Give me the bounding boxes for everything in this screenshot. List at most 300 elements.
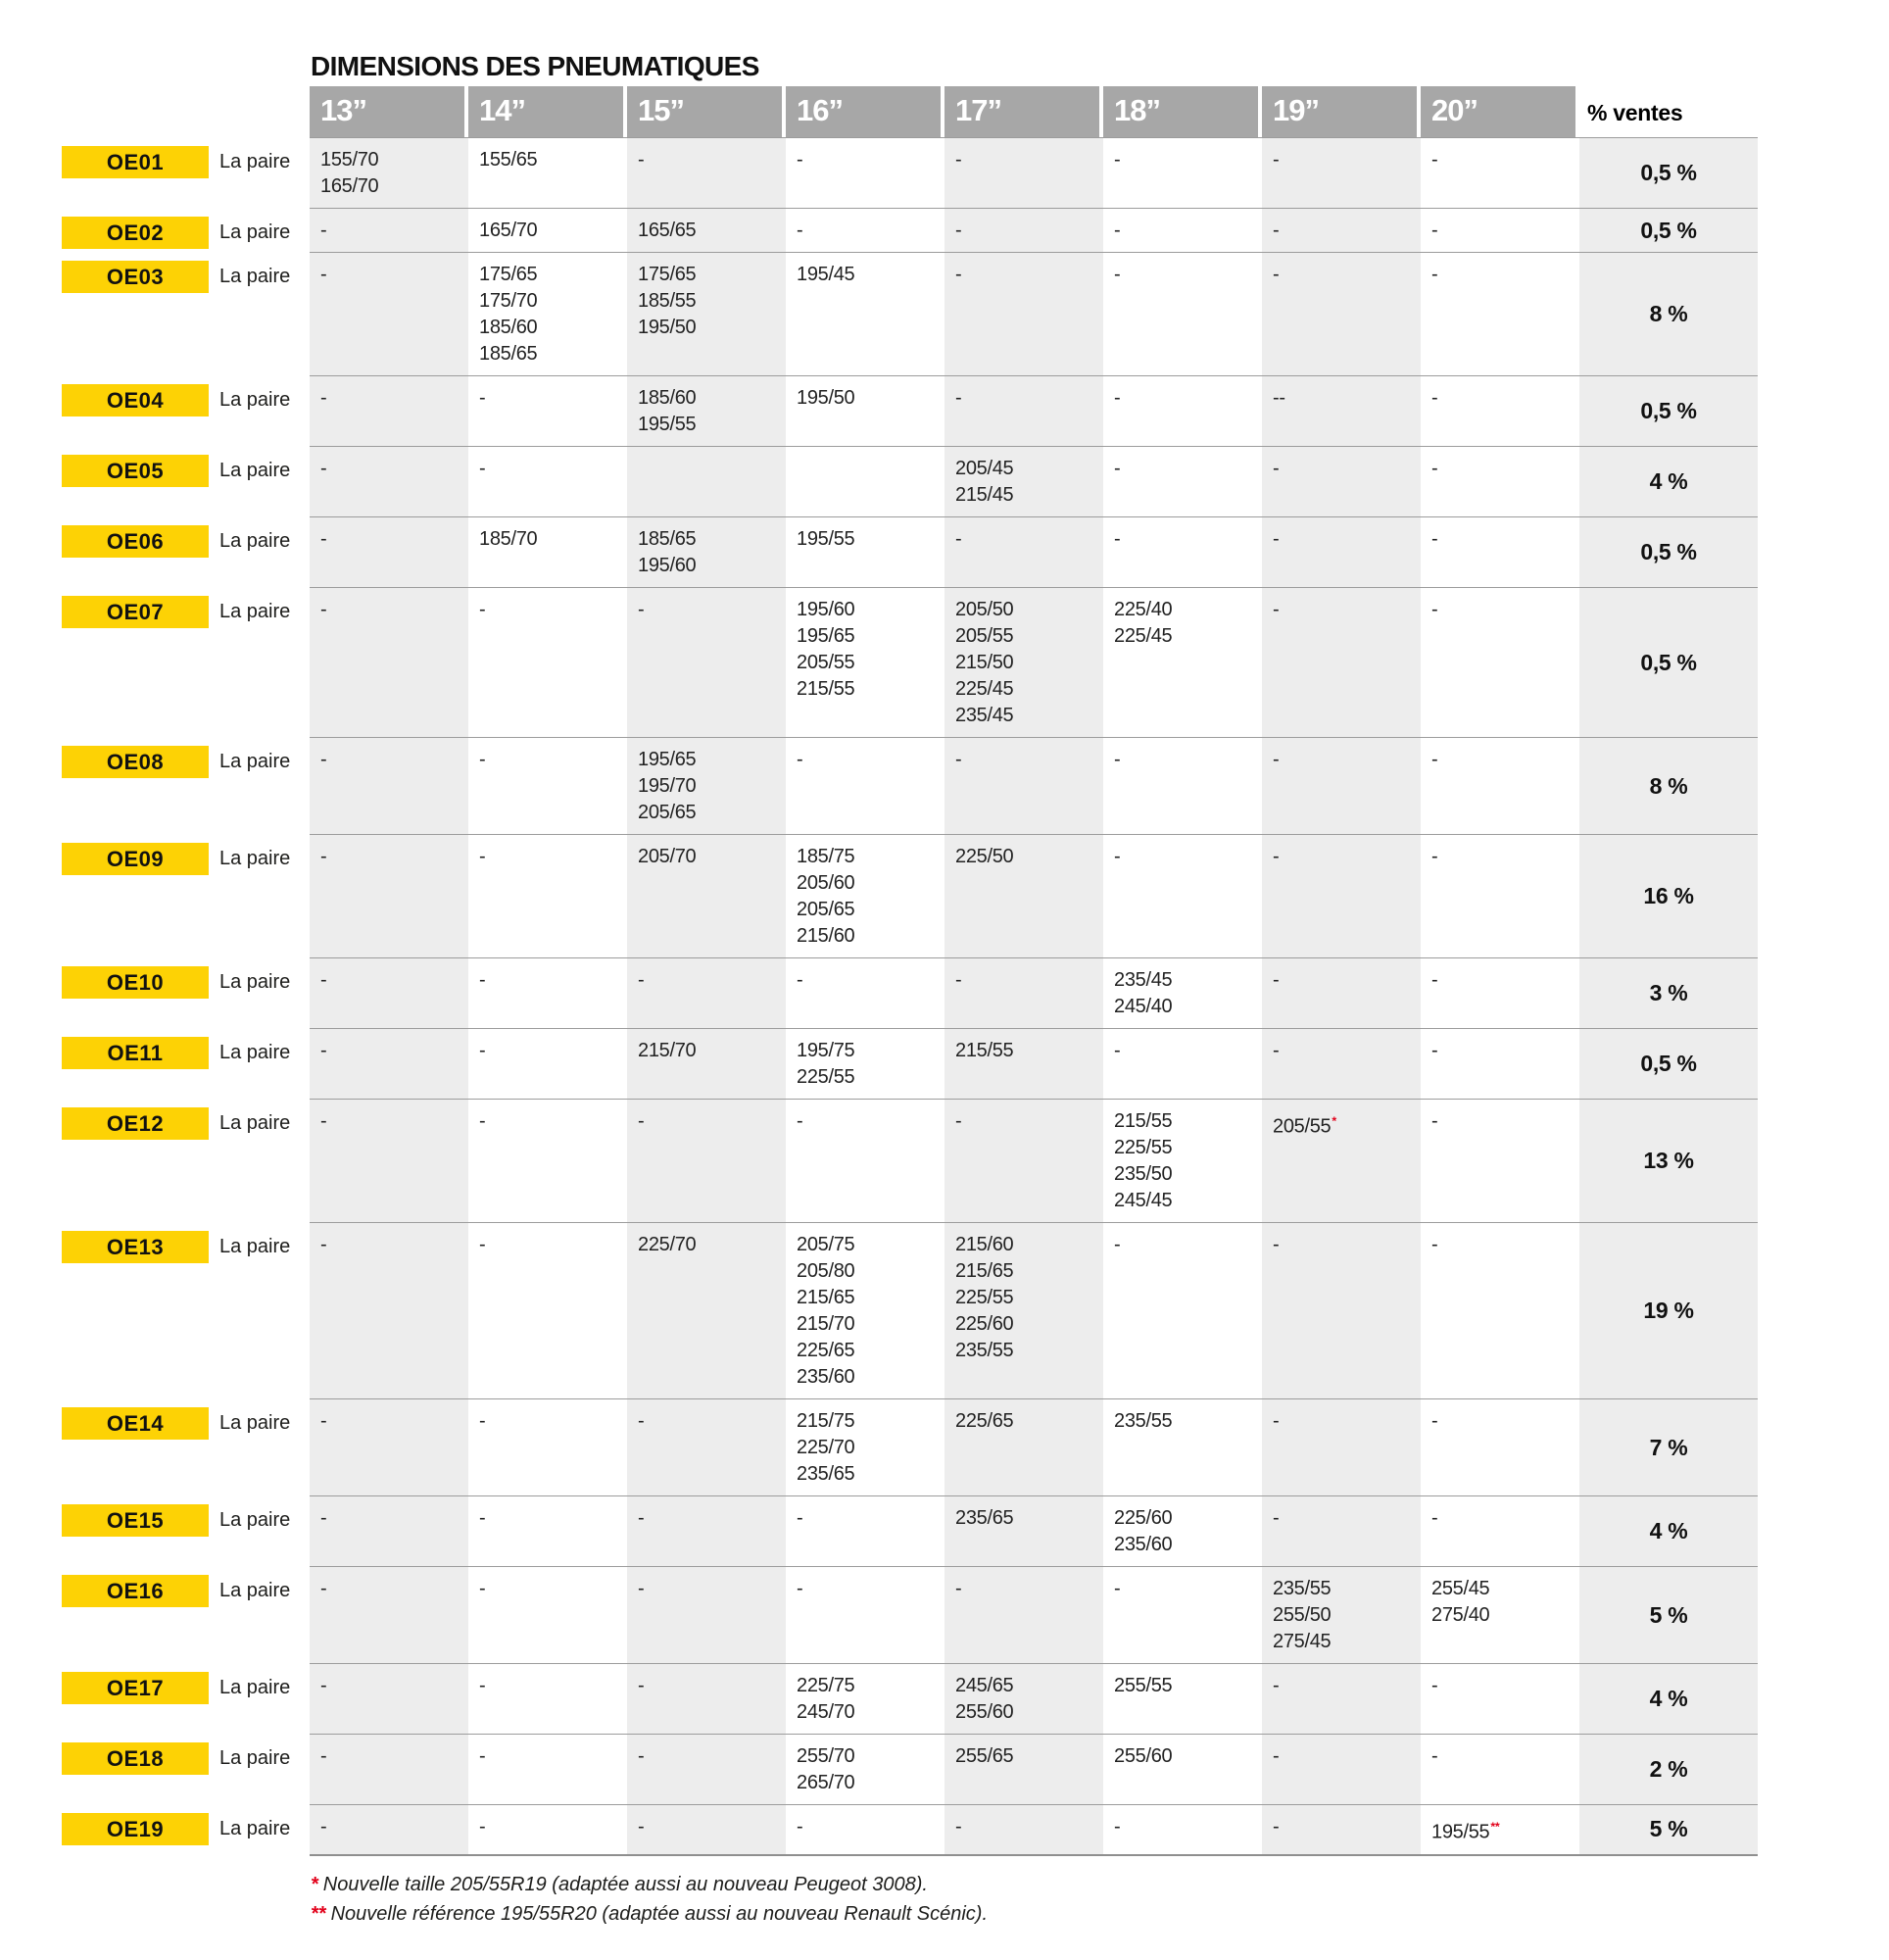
size-cell (1262, 1566, 1421, 1663)
size-cell (468, 587, 627, 737)
size-value: 235/55 (1114, 1410, 1173, 1432)
size-cell (627, 252, 786, 375)
row-code-badge: OE06 (62, 525, 209, 558)
size-cell (627, 1028, 786, 1099)
size-value: 215/60 (797, 925, 855, 947)
size-value: - (320, 387, 327, 409)
size-value: 215/75 (797, 1410, 855, 1432)
row-label (62, 1495, 310, 1566)
sales-percent-cell: 5 % (1579, 1804, 1758, 1856)
size-cell (1103, 208, 1262, 252)
size-value: - (797, 749, 803, 770)
size-value: - (479, 458, 486, 479)
size-value: - (1431, 1040, 1438, 1061)
size-value: 205/55 (797, 652, 855, 673)
size-cell (1262, 1734, 1421, 1804)
size-value: - (320, 1816, 327, 1838)
size-value: - (1114, 149, 1121, 171)
size-value: 215/65 (955, 1260, 1014, 1282)
column-header-sales: % ventes (1579, 86, 1758, 137)
size-cell (944, 137, 1103, 208)
size-value: - (1431, 528, 1438, 550)
size-cell (310, 1566, 468, 1663)
size-cell (1421, 1566, 1579, 1663)
sales-percent-cell: 0,5 % (1579, 587, 1758, 737)
size-value: - (955, 149, 962, 171)
size-value: - (320, 1745, 327, 1767)
size-cell (1262, 446, 1421, 516)
size-value: 205/45 (955, 458, 1014, 479)
sales-percent-cell: 8 % (1579, 252, 1758, 375)
size-cell (786, 1804, 944, 1856)
sales-percent-cell: 0,5 % (1579, 375, 1758, 446)
size-cell (627, 375, 786, 446)
size-value: 155/65 (479, 149, 538, 171)
size-value: 175/70 (479, 290, 538, 312)
size-value: - (1273, 1234, 1280, 1255)
sales-percent-cell: 0,5 % (1579, 516, 1758, 587)
size-cell (1421, 1663, 1579, 1734)
size-cell (786, 834, 944, 957)
size-cell (310, 446, 468, 516)
pair-label: La paire (219, 1509, 291, 1531)
size-value: - (320, 528, 327, 550)
row-label (62, 1734, 310, 1804)
size-value: - (479, 1675, 486, 1696)
header-spacer (62, 86, 310, 137)
size-value: 215/45 (955, 484, 1014, 506)
size-cell (944, 1222, 1103, 1398)
size-value: 185/65 (479, 343, 538, 365)
size-value: 155/70 (320, 149, 379, 171)
size-cell (627, 1663, 786, 1734)
size-value: 205/70 (638, 846, 697, 867)
row-code-badge: OE13 (62, 1231, 209, 1263)
row-label (62, 1566, 310, 1663)
size-value: - (1273, 749, 1280, 770)
row-code-badge: OE07 (62, 596, 209, 628)
size-value: 165/65 (638, 220, 697, 241)
size-value: 255/60 (955, 1701, 1014, 1723)
size-cell (1103, 1566, 1262, 1663)
pair-label: La paire (219, 1236, 291, 1257)
size-value: 235/65 (955, 1507, 1014, 1529)
size-value: 195/65 (638, 749, 697, 770)
size-value: - (479, 1816, 486, 1838)
tyre-dimensions-table (62, 86, 1758, 1856)
size-value: - (320, 1234, 327, 1255)
pair-label: La paire (219, 266, 291, 287)
size-value: - (479, 599, 486, 620)
size-value: - (1431, 1507, 1438, 1529)
size-value: 225/60 (955, 1313, 1014, 1335)
size-cell (1103, 252, 1262, 375)
size-cell (1262, 1222, 1421, 1398)
size-cell (627, 1566, 786, 1663)
table-row (62, 834, 1758, 957)
size-cell (1103, 375, 1262, 446)
size-cell (786, 137, 944, 208)
size-value: 235/60 (1114, 1534, 1173, 1555)
size-cell (1262, 957, 1421, 1028)
size-value: - (638, 1816, 645, 1838)
size-value: 215/55 (797, 678, 855, 700)
size-cell (1262, 1028, 1421, 1099)
row-code-badge: OE16 (62, 1575, 209, 1607)
size-cell (786, 1398, 944, 1495)
pair-label: La paire (219, 460, 291, 481)
size-cell (944, 208, 1103, 252)
size-cell (1262, 1663, 1421, 1734)
size-value: - (1431, 846, 1438, 867)
size-cell (1103, 957, 1262, 1028)
size-value: 235/50 (1114, 1163, 1173, 1185)
size-cell (786, 1222, 944, 1398)
size-cell (468, 137, 627, 208)
pair-label: La paire (219, 1042, 291, 1063)
column-header-20in: 20” (1421, 86, 1579, 137)
size-cell (1421, 1222, 1579, 1398)
size-value: - (638, 599, 645, 620)
size-cell (944, 1028, 1103, 1099)
size-value: 165/70 (320, 175, 379, 197)
row-label (62, 252, 310, 375)
size-cell (1103, 1734, 1262, 1804)
size-value: 255/45 (1431, 1578, 1490, 1599)
size-value: 225/50 (955, 846, 1014, 867)
size-value: 215/70 (797, 1313, 855, 1335)
size-cell (310, 1804, 468, 1856)
table-row (62, 1804, 1758, 1856)
row-label (62, 516, 310, 587)
table-header-row (62, 86, 1758, 137)
row-label (62, 957, 310, 1028)
size-value: 195/45 (797, 264, 855, 285)
size-cell (1103, 1222, 1262, 1398)
size-cell (786, 375, 944, 446)
size-value: 195/70 (638, 775, 697, 797)
column-header-19in: 19” (1262, 86, 1421, 137)
size-value: - (1114, 1816, 1121, 1838)
size-cell (944, 1663, 1103, 1734)
size-value: - (638, 969, 645, 991)
size-cell (1421, 516, 1579, 587)
size-cell (1103, 516, 1262, 587)
size-value: - (479, 846, 486, 867)
sales-percent-cell: 19 % (1579, 1222, 1758, 1398)
size-cell (1262, 1804, 1421, 1856)
size-cell (786, 252, 944, 375)
size-value: - (1431, 458, 1438, 479)
size-value: - (320, 458, 327, 479)
size-cell (310, 1663, 468, 1734)
size-value: - (1273, 458, 1280, 479)
size-cell (310, 252, 468, 375)
size-cell (468, 737, 627, 834)
size-value: - (320, 220, 327, 241)
size-cell (310, 1734, 468, 1804)
size-value: 235/55 (955, 1340, 1014, 1361)
size-cell (1262, 834, 1421, 957)
size-value: - (1273, 1410, 1280, 1432)
sales-percent-cell: 0,5 % (1579, 137, 1758, 208)
sales-percent-cell: 13 % (1579, 1099, 1758, 1222)
size-value: 185/55 (638, 290, 697, 312)
row-code-badge: OE18 (62, 1742, 209, 1775)
size-cell (310, 1222, 468, 1398)
size-cell (786, 587, 944, 737)
size-cell (1103, 1663, 1262, 1734)
sales-percent-cell: 2 % (1579, 1734, 1758, 1804)
size-value: 215/70 (638, 1040, 697, 1061)
size-value: - (479, 1040, 486, 1061)
size-value: 255/70 (797, 1745, 855, 1767)
sales-percent-cell: 0,5 % (1579, 208, 1758, 252)
table-row (62, 1566, 1758, 1663)
row-code-badge: OE01 (62, 146, 209, 178)
size-value: -- (1273, 387, 1285, 409)
size-value: 195/50 (638, 317, 697, 338)
size-value: - (1114, 1040, 1121, 1061)
size-value: - (479, 387, 486, 409)
size-value: 175/65 (479, 264, 538, 285)
size-cell (468, 252, 627, 375)
table-row (62, 208, 1758, 252)
size-cell (786, 957, 944, 1028)
size-value: - (955, 1816, 962, 1838)
size-cell (1103, 137, 1262, 208)
pair-label: La paire (219, 1677, 291, 1698)
size-value: - (1431, 1410, 1438, 1432)
size-value: - (638, 1675, 645, 1696)
footnote-marker: ** (311, 1903, 326, 1925)
size-value: - (479, 1234, 486, 1255)
size-cell (627, 208, 786, 252)
size-cell (1421, 1734, 1579, 1804)
column-header-13in: 13” (310, 86, 468, 137)
size-cell (627, 834, 786, 957)
size-cell (1421, 737, 1579, 834)
size-cell (944, 1734, 1103, 1804)
size-value: 255/65 (955, 1745, 1014, 1767)
row-code-badge: OE02 (62, 217, 209, 249)
table-row (62, 516, 1758, 587)
pair-label: La paire (219, 1580, 291, 1601)
size-cell (1421, 1804, 1579, 1856)
size-cell (786, 1495, 944, 1566)
size-cell (944, 516, 1103, 587)
table-row (62, 1398, 1758, 1495)
size-value: - (1431, 749, 1438, 770)
sales-percent-cell: 4 % (1579, 1495, 1758, 1566)
size-value: 205/80 (797, 1260, 855, 1282)
size-value: 225/45 (955, 678, 1014, 700)
sales-percent-cell: 16 % (1579, 834, 1758, 957)
size-cell (1421, 375, 1579, 446)
size-cell (310, 1099, 468, 1222)
footnote-text: Nouvelle référence 195/55R20 (adaptée aussi au nouveau Renault Scénic). (330, 1903, 989, 1925)
size-value: - (638, 1110, 645, 1132)
size-value: 235/55 (1273, 1578, 1332, 1599)
size-value: 275/40 (1431, 1604, 1490, 1626)
size-cell (310, 208, 468, 252)
size-value: - (320, 1410, 327, 1432)
size-cell (944, 252, 1103, 375)
size-value: - (1273, 220, 1280, 241)
size-value: - (797, 1110, 803, 1132)
size-value: - (1273, 1040, 1280, 1061)
size-value: 225/70 (638, 1234, 697, 1255)
size-value: 205/65 (638, 802, 697, 823)
size-cell (310, 1398, 468, 1495)
size-value: - (955, 528, 962, 550)
size-cell (468, 208, 627, 252)
size-value: 195/60 (797, 599, 855, 620)
table-row (62, 1099, 1758, 1222)
sales-percent-cell: 8 % (1579, 737, 1758, 834)
size-value: - (797, 149, 803, 171)
size-value: 195/75 (797, 1040, 855, 1061)
table-row (62, 1663, 1758, 1734)
size-cell (468, 375, 627, 446)
sales-percent-cell: 4 % (1579, 1663, 1758, 1734)
sales-percent-cell: 0,5 % (1579, 1028, 1758, 1099)
table-row (62, 737, 1758, 834)
size-value: - (955, 387, 962, 409)
size-value: 185/70 (479, 528, 538, 550)
size-value: - (797, 220, 803, 241)
row-label (62, 446, 310, 516)
size-value: - (1273, 528, 1280, 550)
sales-percent-cell: 7 % (1579, 1398, 1758, 1495)
footnote-line (311, 1899, 988, 1929)
table-row (62, 1028, 1758, 1099)
row-code-badge: OE03 (62, 261, 209, 293)
table-row (62, 252, 1758, 375)
size-cell (1103, 1398, 1262, 1495)
size-value: 245/45 (1114, 1190, 1173, 1211)
size-cell (310, 1028, 468, 1099)
size-cell (1421, 1028, 1579, 1099)
size-value: - (1431, 969, 1438, 991)
size-value: 195/55 (638, 414, 697, 435)
size-value: - (320, 1040, 327, 1061)
sales-percent-cell: 5 % (1579, 1566, 1758, 1663)
size-value: - (1273, 1675, 1280, 1696)
size-value: - (1273, 599, 1280, 620)
size-cell (468, 1804, 627, 1856)
size-cell (627, 957, 786, 1028)
pair-label: La paire (219, 389, 291, 411)
row-label (62, 1222, 310, 1398)
size-value: 235/45 (955, 705, 1014, 726)
pair-label: La paire (219, 530, 291, 552)
size-value: - (320, 1578, 327, 1599)
size-cell (1262, 252, 1421, 375)
row-label (62, 375, 310, 446)
size-cell (1103, 1804, 1262, 1856)
row-label (62, 208, 310, 252)
row-code-badge: OE11 (62, 1037, 209, 1069)
size-value: - (1114, 749, 1121, 770)
pair-label: La paire (219, 1747, 291, 1769)
table-row (62, 587, 1758, 737)
size-value: - (320, 264, 327, 285)
size-cell (1262, 1495, 1421, 1566)
size-value: - (1273, 149, 1280, 171)
size-value: - (320, 599, 327, 620)
size-cell (468, 446, 627, 516)
column-header-17in: 17” (944, 86, 1103, 137)
row-label (62, 1398, 310, 1495)
size-value: - (1114, 1234, 1121, 1255)
size-cell (1262, 587, 1421, 737)
size-cell (944, 1566, 1103, 1663)
row-label (62, 834, 310, 957)
size-value: - (955, 220, 962, 241)
size-value: - (1431, 599, 1438, 620)
row-label (62, 587, 310, 737)
size-cell (786, 208, 944, 252)
size-value: - (638, 1507, 645, 1529)
table-row (62, 375, 1758, 446)
size-cell (944, 375, 1103, 446)
size-cell (1103, 1028, 1262, 1099)
size-cell (310, 737, 468, 834)
row-code-badge: OE12 (62, 1107, 209, 1140)
size-value: - (955, 1110, 962, 1132)
size-value: 225/45 (1114, 625, 1173, 647)
row-code-badge: OE04 (62, 384, 209, 416)
size-value: - (1273, 846, 1280, 867)
size-value: 225/40 (1114, 599, 1173, 620)
size-value: 195/60 (638, 555, 697, 576)
size-value: - (638, 1745, 645, 1767)
size-value: - (1114, 458, 1121, 479)
size-cell (627, 1398, 786, 1495)
size-value: - (479, 1578, 486, 1599)
size-value: 195/55 (797, 528, 855, 550)
size-cell (1262, 1099, 1421, 1222)
size-value: - (797, 1578, 803, 1599)
size-value: 185/65 (638, 528, 697, 550)
size-cell (786, 446, 944, 516)
size-cell (944, 957, 1103, 1028)
size-value: 255/50 (1273, 1604, 1332, 1626)
size-value: 265/70 (797, 1772, 855, 1793)
size-cell (1262, 208, 1421, 252)
row-label (62, 1663, 310, 1734)
size-cell (310, 834, 468, 957)
pair-label: La paire (219, 221, 291, 243)
footnotes (311, 1870, 988, 1929)
size-cell (627, 1222, 786, 1398)
size-cell (627, 587, 786, 737)
sales-percent-cell: 4 % (1579, 446, 1758, 516)
size-value: 225/65 (797, 1340, 855, 1361)
size-cell (944, 1398, 1103, 1495)
size-value: 205/50 (955, 599, 1014, 620)
size-value: - (479, 1110, 486, 1132)
column-header-18in: 18” (1103, 86, 1262, 137)
size-value: - (797, 969, 803, 991)
pair-label: La paire (219, 971, 291, 993)
size-cell (944, 737, 1103, 834)
size-value: 215/55 (955, 1040, 1014, 1061)
row-code-badge: OE17 (62, 1672, 209, 1704)
size-value: 195/65 (797, 625, 855, 647)
size-cell (1421, 1099, 1579, 1222)
